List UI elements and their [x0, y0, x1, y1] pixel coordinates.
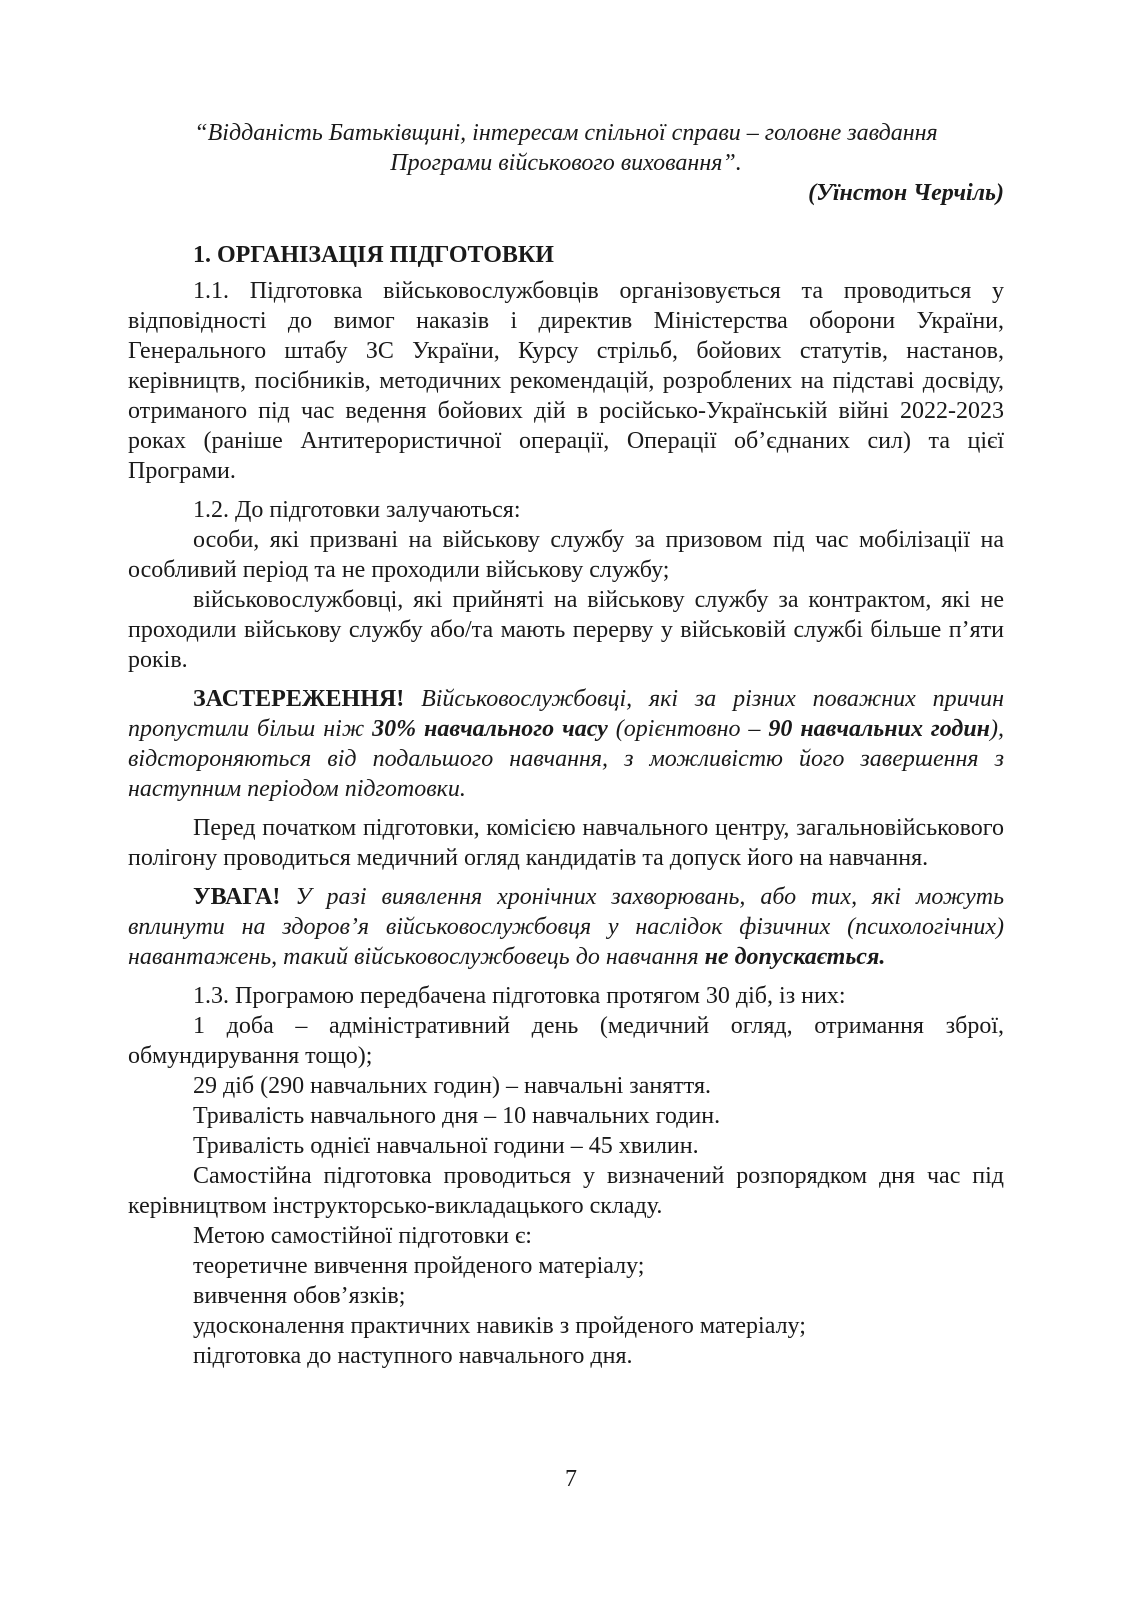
- paragraph-goal: Метою самостійної підготовки є:: [193, 1223, 532, 1249]
- attention-paragraph: [128, 882, 1004, 972]
- paragraph-1-2: 1.2. До підготовки залучаються:: [193, 497, 521, 523]
- paragraph-1-3-d: Тривалість однієї навчальної години – 45 хвилин.: [193, 1133, 699, 1159]
- goal-item: теоретичне вивчення пройденого матеріалу;: [193, 1253, 645, 1279]
- paragraph-1-3: 1.3. Програмою передбачена підготовка протягом 30 діб, із них:: [193, 983, 846, 1009]
- paragraph-1-3-b: 29 діб (290 навчальних годин) – навчальні заняття.: [193, 1073, 711, 1099]
- warning-text-2: (орієнтовно –: [607, 716, 769, 742]
- goal-item: удосконалення практичних навиків з пройденого матеріалу;: [193, 1313, 806, 1339]
- paragraph-1-2-b: військовослужбовці, які прийняті на військову службу за контрактом, які не проходили військову службу або/та мають перерву у військовій службі більше п’яти років.: [128, 587, 1004, 673]
- warning-bold-2: 90 навчальних годин: [768, 716, 991, 742]
- paragraph-1-3-a: 1 доба – адміністративний день (медичний огляд, отримання зброї, обмундирування тощо);: [128, 1013, 1004, 1069]
- goal-item: підготовка до наступного навчального дня.: [193, 1343, 633, 1369]
- paragraph-1-3-c: Тривалість навчального дня – 10 навчальних годин.: [193, 1103, 721, 1129]
- attention-bold: не допускається.: [704, 944, 886, 970]
- attention-text: У разі виявлення хронічних захворювань, або тих, які можуть вплинути на здоров’я військовослужбовця у наслідок фізичних (психологічних) навантажень, такий військовослужбовець до навчання: [128, 884, 1004, 970]
- warning-paragraph: [128, 684, 1004, 804]
- epigraph-line-2: Програми військового виховання”.: [390, 150, 742, 176]
- warning-bold-1: 30% навчального часу: [372, 716, 608, 742]
- paragraph-1-1: 1.1. Підготовка військовослужбовців організовується та проводиться у відповідності до вимог наказів і директив Міністерства оборони України, Генерального штабу ЗС України, Курсу стрільб, бойових статутів, настанов, керівництв, посібників, методичних рекомендацій, розроблених на підставі досвіду, отриманого під час ведення бойових дій в російсько-Українській війні 2022-2023 роках (раніше Антитерористичної операції, Операції об’єднаних сил) та цієї Програми.: [128, 278, 1004, 484]
- section-heading: 1. ОРГАНІЗАЦІЯ ПІДГОТОВКИ: [193, 242, 554, 268]
- paragraph-medical: Перед початком підготовки, комісією навчального центру, загальновійськового полігону проводиться медичний огляд кандидатів та допуск його на навчання.: [128, 815, 1004, 871]
- paragraph-self-study: Самостійна підготовка проводиться у визначений розпорядком дня час під керівництвом інструкторсько-викладацького складу.: [128, 1163, 1004, 1219]
- warning-label: ЗАСТЕРЕЖЕННЯ!: [193, 686, 405, 712]
- page-number: 7: [565, 1466, 577, 1492]
- paragraph-1-2-a: особи, які призвані на військову службу за призовом під час мобілізації на особливий період та не проходили військову службу;: [128, 527, 1004, 583]
- warning-text-3: ), відстороняються від подальшого навчання, з можливістю його завершення з наступним періодом підготовки.: [128, 716, 1005, 802]
- attention-label: УВАГА!: [193, 884, 281, 910]
- epigraph-author: (Уїнстон Черчіль): [808, 180, 1004, 206]
- epigraph-line-1: “Відданість Батьківщині, інтересам спільної справи – головне завдання: [194, 120, 938, 146]
- warning-text-1: Військовослужбовці, які за різних поважних причин пропустили більш ніж: [128, 686, 1004, 742]
- goal-item: вивчення обов’язків;: [193, 1283, 406, 1309]
- document-page: [128, 118, 1004, 1371]
